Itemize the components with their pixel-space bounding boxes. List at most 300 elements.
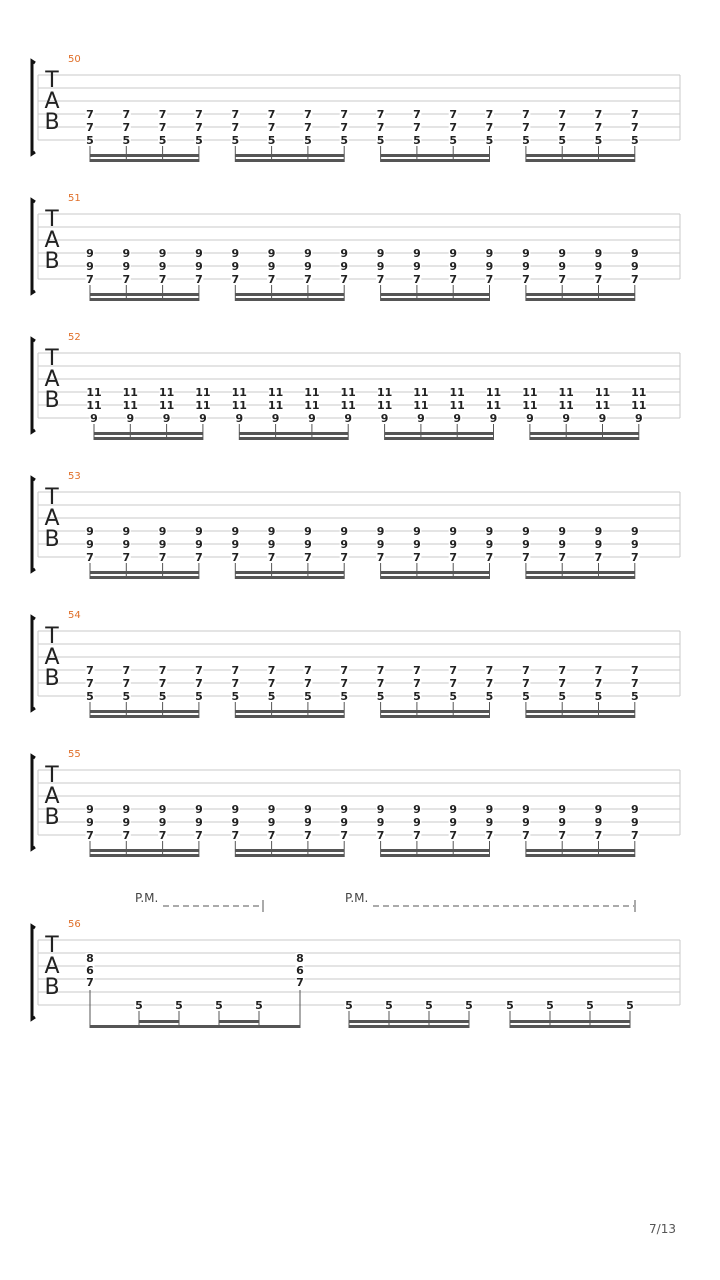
beam bbox=[235, 298, 344, 301]
fret-number: 11 bbox=[195, 386, 211, 399]
fret-number: 7 bbox=[304, 121, 312, 134]
fret-number: 7 bbox=[340, 273, 349, 286]
fret-number: 7 bbox=[340, 664, 349, 677]
fret-number: 7 bbox=[195, 108, 203, 121]
fret-number: 9 bbox=[158, 525, 167, 538]
fret-number: 7 bbox=[86, 677, 94, 690]
fret-number: 7 bbox=[158, 829, 167, 842]
measure-number: 52 bbox=[68, 332, 81, 343]
fret-number: 7 bbox=[267, 677, 276, 690]
fret-number: 7 bbox=[122, 108, 131, 121]
fret-number: 11 bbox=[304, 386, 320, 399]
beam bbox=[235, 293, 344, 296]
tab-clef-letter: T bbox=[45, 346, 59, 371]
fret-number: 9 bbox=[558, 816, 567, 829]
fret-number: 7 bbox=[158, 121, 167, 134]
fret-number: 9 bbox=[195, 525, 203, 538]
measure-number: 54 bbox=[68, 610, 81, 621]
fret-number: 5 bbox=[594, 134, 603, 147]
fret-number: 9 bbox=[630, 260, 639, 273]
fret-number: 7 bbox=[86, 273, 94, 286]
beam bbox=[235, 710, 344, 713]
fret-number: 7 bbox=[413, 551, 421, 564]
fret-number: 9 bbox=[231, 247, 240, 260]
fret-number: 9 bbox=[485, 538, 494, 551]
measure-number: 56 bbox=[68, 919, 81, 930]
fret-number: 9 bbox=[453, 412, 462, 425]
measure-number: 50 bbox=[68, 54, 81, 65]
fret-number: 7 bbox=[594, 677, 603, 690]
fret-number: 7 bbox=[449, 829, 458, 842]
fret-number: 7 bbox=[86, 664, 94, 677]
fret-number: 9 bbox=[449, 816, 458, 829]
fret-number: 7 bbox=[522, 829, 530, 842]
fret-number: 7 bbox=[86, 976, 94, 989]
system-bracket bbox=[32, 61, 35, 154]
fret-number: 7 bbox=[158, 551, 167, 564]
fret-number: 7 bbox=[630, 121, 639, 134]
fret-number: 9 bbox=[340, 260, 349, 273]
fret-number: 9 bbox=[634, 412, 643, 425]
fret-number: 11 bbox=[267, 386, 284, 399]
tab-clef-letter: A bbox=[44, 228, 60, 253]
beam bbox=[381, 298, 490, 301]
fret-number: 9 bbox=[485, 816, 494, 829]
fret-number: 9 bbox=[231, 525, 240, 538]
tab-clef-letter: A bbox=[44, 784, 60, 809]
fret-number: 5 bbox=[558, 134, 567, 147]
beam bbox=[235, 715, 344, 718]
fret-number: 9 bbox=[267, 538, 276, 551]
system-bracket bbox=[32, 926, 35, 1019]
beam bbox=[90, 298, 199, 301]
tab-clef-letter: T bbox=[45, 763, 59, 788]
fret-number: 11 bbox=[158, 399, 175, 412]
fret-number: 7 bbox=[231, 551, 240, 564]
fret-number: 7 bbox=[158, 664, 167, 677]
fret-number: 9 bbox=[122, 816, 131, 829]
fret-number: 7 bbox=[122, 664, 131, 677]
fret-number: 9 bbox=[376, 803, 385, 816]
fret-number: 5 bbox=[449, 690, 458, 703]
fret-number: 9 bbox=[304, 538, 312, 551]
fret-number: 7 bbox=[376, 121, 385, 134]
fret-number: 9 bbox=[376, 538, 385, 551]
fret-number: 7 bbox=[376, 664, 385, 677]
fret-number: 7 bbox=[485, 108, 494, 121]
fret-number: 8 bbox=[296, 952, 304, 965]
fret-number: 5 bbox=[122, 134, 131, 147]
fret-number: 7 bbox=[485, 677, 494, 690]
fret-number: 7 bbox=[449, 121, 458, 134]
fret-number: 7 bbox=[376, 551, 385, 564]
fret-number: 11 bbox=[413, 386, 429, 399]
fret-number: 7 bbox=[558, 551, 567, 564]
fret-number: 9 bbox=[86, 538, 94, 551]
fret-number: 9 bbox=[413, 525, 421, 538]
fret-number: 9 bbox=[231, 538, 240, 551]
fret-number: 5 bbox=[86, 690, 94, 703]
fret-number: 5 bbox=[231, 690, 240, 703]
fret-number: 9 bbox=[413, 538, 421, 551]
fret-number: 11 bbox=[122, 386, 138, 399]
fret-number: 11 bbox=[594, 399, 611, 412]
beam bbox=[90, 293, 199, 296]
fret-number: 9 bbox=[158, 538, 167, 551]
fret-number: 11 bbox=[122, 399, 138, 412]
fret-number: 5 bbox=[630, 690, 639, 703]
fret-number: 9 bbox=[413, 816, 421, 829]
fret-number: 7 bbox=[304, 273, 312, 286]
fret-number: 5 bbox=[506, 999, 514, 1012]
fret-number: 5 bbox=[86, 134, 94, 147]
fret-number: 7 bbox=[158, 677, 167, 690]
fret-number: 7 bbox=[86, 829, 94, 842]
fret-number: 9 bbox=[195, 803, 203, 816]
fret-number: 7 bbox=[522, 664, 530, 677]
tab-clef-letter: B bbox=[44, 666, 60, 691]
beam bbox=[381, 571, 490, 574]
tab-clef-letter: T bbox=[45, 485, 59, 510]
fret-number: 9 bbox=[594, 538, 603, 551]
fret-number: 7 bbox=[195, 273, 203, 286]
palm-mute-label: P.M. bbox=[345, 891, 369, 905]
fret-number: 9 bbox=[594, 816, 603, 829]
tab-clef-letter: T bbox=[45, 624, 59, 649]
beam bbox=[90, 715, 199, 718]
fret-number: 5 bbox=[304, 134, 312, 147]
fret-number: 7 bbox=[630, 829, 639, 842]
beam bbox=[381, 576, 490, 579]
fret-number: 7 bbox=[86, 108, 94, 121]
fret-number: 7 bbox=[449, 664, 458, 677]
system-bracket bbox=[32, 339, 35, 432]
fret-number: 9 bbox=[449, 525, 458, 538]
beam bbox=[381, 159, 490, 162]
beam bbox=[385, 437, 494, 440]
fret-number: 11 bbox=[449, 386, 465, 399]
fret-number: 7 bbox=[267, 829, 276, 842]
beam bbox=[526, 298, 635, 301]
fret-number: 7 bbox=[195, 829, 203, 842]
fret-number: 7 bbox=[340, 677, 349, 690]
fret-number: 9 bbox=[413, 803, 421, 816]
fret-number: 7 bbox=[231, 108, 240, 121]
fret-number: 7 bbox=[558, 273, 567, 286]
beam bbox=[526, 710, 635, 713]
fret-number: 7 bbox=[630, 664, 639, 677]
beam bbox=[526, 854, 635, 857]
fret-number: 11 bbox=[631, 399, 647, 412]
fret-number: 5 bbox=[255, 999, 263, 1012]
fret-number: 7 bbox=[413, 108, 421, 121]
fret-number: 5 bbox=[558, 690, 567, 703]
fret-number: 9 bbox=[522, 538, 530, 551]
fret-number: 9 bbox=[522, 525, 530, 538]
fret-number: 5 bbox=[135, 999, 143, 1012]
beam bbox=[90, 571, 199, 574]
beam bbox=[381, 293, 490, 296]
beam bbox=[139, 1020, 179, 1023]
beam bbox=[235, 849, 344, 852]
fret-number: 9 bbox=[558, 260, 567, 273]
beam bbox=[381, 710, 490, 713]
fret-number: 11 bbox=[231, 386, 247, 399]
beam bbox=[235, 854, 344, 857]
fret-number: 9 bbox=[199, 412, 207, 425]
fret-number: 11 bbox=[376, 386, 393, 399]
fret-number: 9 bbox=[231, 803, 240, 816]
fret-number: 5 bbox=[376, 134, 385, 147]
beam bbox=[90, 710, 199, 713]
fret-number: 9 bbox=[489, 412, 498, 425]
tab-clef-letter: T bbox=[45, 207, 59, 232]
fret-number: 9 bbox=[267, 260, 276, 273]
fret-number: 5 bbox=[449, 134, 458, 147]
beam bbox=[510, 1020, 630, 1023]
fret-number: 9 bbox=[304, 247, 312, 260]
page-number: 7/13 bbox=[649, 1222, 676, 1236]
fret-number: 9 bbox=[158, 247, 167, 260]
fret-number: 9 bbox=[562, 412, 571, 425]
fret-number: 7 bbox=[413, 121, 421, 134]
fret-number: 7 bbox=[485, 551, 494, 564]
beam bbox=[510, 1025, 630, 1028]
fret-number: 9 bbox=[267, 803, 276, 816]
fret-number: 9 bbox=[267, 816, 276, 829]
fret-number: 7 bbox=[413, 677, 421, 690]
beam bbox=[219, 1020, 259, 1023]
fret-number: 5 bbox=[215, 999, 223, 1012]
fret-number: 9 bbox=[304, 260, 312, 273]
fret-number: 9 bbox=[380, 412, 389, 425]
beam bbox=[385, 432, 494, 435]
beam bbox=[349, 1025, 469, 1028]
fret-number: 7 bbox=[340, 121, 349, 134]
fret-number: 9 bbox=[594, 247, 603, 260]
fret-number: 7 bbox=[558, 121, 567, 134]
fret-number: 7 bbox=[304, 551, 312, 564]
fret-number: 7 bbox=[630, 273, 639, 286]
fret-number: 11 bbox=[594, 386, 611, 399]
fret-number: 9 bbox=[594, 525, 603, 538]
beam bbox=[90, 849, 199, 852]
fret-number: 11 bbox=[231, 399, 247, 412]
fret-number: 9 bbox=[485, 247, 494, 260]
fret-number: 9 bbox=[86, 247, 94, 260]
fret-number: 7 bbox=[86, 121, 94, 134]
fret-number: 9 bbox=[231, 260, 240, 273]
fret-number: 7 bbox=[267, 108, 276, 121]
fret-number: 9 bbox=[485, 260, 494, 273]
fret-number: 11 bbox=[522, 386, 538, 399]
fret-number: 9 bbox=[522, 247, 530, 260]
fret-number: 9 bbox=[195, 816, 203, 829]
fret-number: 9 bbox=[195, 260, 203, 273]
fret-number: 9 bbox=[594, 803, 603, 816]
fret-number: 5 bbox=[413, 134, 421, 147]
fret-number: 9 bbox=[122, 538, 131, 551]
fret-number: 7 bbox=[485, 121, 494, 134]
tab-clef-letter: B bbox=[44, 249, 60, 274]
fret-number: 7 bbox=[449, 677, 458, 690]
fret-number: 9 bbox=[86, 803, 94, 816]
fret-number: 5 bbox=[594, 690, 603, 703]
fret-number: 11 bbox=[558, 399, 574, 412]
beam bbox=[526, 293, 635, 296]
fret-number: 11 bbox=[340, 386, 356, 399]
fret-number: 9 bbox=[376, 525, 385, 538]
tab-clef-letter: A bbox=[44, 506, 60, 531]
fret-number: 9 bbox=[340, 803, 349, 816]
fret-number: 7 bbox=[449, 273, 458, 286]
fret-number: 9 bbox=[308, 412, 316, 425]
fret-number: 9 bbox=[340, 816, 349, 829]
fret-number: 5 bbox=[231, 134, 240, 147]
fret-number: 5 bbox=[485, 134, 494, 147]
fret-number: 7 bbox=[522, 677, 530, 690]
fret-number: 7 bbox=[304, 664, 312, 677]
fret-number: 7 bbox=[304, 677, 312, 690]
measure-number: 51 bbox=[68, 193, 81, 204]
fret-number: 9 bbox=[376, 247, 385, 260]
fret-number: 9 bbox=[630, 525, 639, 538]
fret-number: 7 bbox=[594, 664, 603, 677]
fret-number: 7 bbox=[231, 273, 240, 286]
fret-number: 9 bbox=[162, 412, 171, 425]
fret-number: 11 bbox=[158, 386, 175, 399]
fret-number: 5 bbox=[267, 690, 276, 703]
fret-number: 5 bbox=[195, 134, 203, 147]
fret-number: 11 bbox=[340, 399, 356, 412]
fret-number: 9 bbox=[376, 816, 385, 829]
fret-number: 5 bbox=[340, 690, 349, 703]
beam bbox=[239, 432, 348, 435]
fret-number: 9 bbox=[522, 260, 530, 273]
beam bbox=[90, 1025, 300, 1028]
fret-number: 7 bbox=[522, 273, 530, 286]
fret-number: 7 bbox=[340, 108, 349, 121]
fret-number: 7 bbox=[195, 551, 203, 564]
tab-clef-letter: A bbox=[44, 645, 60, 670]
fret-number: 5 bbox=[122, 690, 131, 703]
fret-number: 5 bbox=[385, 999, 393, 1012]
tab-clef-letter: B bbox=[44, 975, 60, 1000]
beam bbox=[94, 432, 203, 435]
fret-number: 9 bbox=[267, 247, 276, 260]
fret-number: 7 bbox=[630, 677, 639, 690]
fret-number: 9 bbox=[126, 412, 135, 425]
fret-number: 7 bbox=[413, 664, 421, 677]
beam bbox=[90, 576, 199, 579]
beam bbox=[235, 154, 344, 157]
beam bbox=[381, 854, 490, 857]
fret-number: 9 bbox=[630, 816, 639, 829]
fret-number: 11 bbox=[485, 399, 502, 412]
tab-clef-letter: T bbox=[45, 933, 59, 958]
fret-number: 9 bbox=[158, 803, 167, 816]
tab-clef-letter: A bbox=[44, 954, 60, 979]
fret-number: 9 bbox=[231, 816, 240, 829]
fret-number: 7 bbox=[413, 273, 421, 286]
fret-number: 7 bbox=[522, 108, 530, 121]
fret-number: 7 bbox=[522, 121, 530, 134]
fret-number: 7 bbox=[522, 551, 530, 564]
fret-number: 7 bbox=[86, 551, 94, 564]
fret-number: 7 bbox=[485, 664, 494, 677]
beam bbox=[90, 159, 199, 162]
beam bbox=[526, 571, 635, 574]
fret-number: 9 bbox=[271, 412, 280, 425]
fret-number: 7 bbox=[267, 664, 276, 677]
fret-number: 9 bbox=[413, 260, 421, 273]
fret-number: 7 bbox=[594, 121, 603, 134]
fret-number: 9 bbox=[344, 412, 353, 425]
fret-number: 5 bbox=[485, 690, 494, 703]
fret-number: 9 bbox=[86, 260, 94, 273]
fret-number: 7 bbox=[304, 829, 312, 842]
fret-number: 7 bbox=[558, 677, 567, 690]
fret-number: 9 bbox=[413, 247, 421, 260]
fret-number: 9 bbox=[485, 525, 494, 538]
fret-number: 7 bbox=[231, 829, 240, 842]
tab-clef-letter: B bbox=[44, 805, 60, 830]
fret-number: 9 bbox=[122, 260, 131, 273]
beam bbox=[239, 437, 348, 440]
fret-number: 11 bbox=[86, 399, 102, 412]
fret-number: 7 bbox=[296, 976, 304, 989]
fret-number: 9 bbox=[340, 247, 349, 260]
measure-number: 55 bbox=[68, 749, 81, 760]
fret-number: 7 bbox=[449, 551, 458, 564]
fret-number: 9 bbox=[522, 803, 530, 816]
fret-number: 7 bbox=[267, 273, 276, 286]
fret-number: 9 bbox=[340, 538, 349, 551]
fret-number: 9 bbox=[558, 803, 567, 816]
fret-number: 7 bbox=[122, 273, 131, 286]
fret-number: 9 bbox=[417, 412, 425, 425]
fret-number: 11 bbox=[304, 399, 320, 412]
fret-number: 5 bbox=[158, 690, 167, 703]
fret-number: 7 bbox=[122, 551, 131, 564]
fret-number: 5 bbox=[175, 999, 183, 1012]
fret-number: 9 bbox=[122, 525, 131, 538]
fret-number: 7 bbox=[594, 108, 603, 121]
fret-number: 9 bbox=[630, 247, 639, 260]
fret-number: 9 bbox=[267, 525, 276, 538]
fret-number: 9 bbox=[195, 538, 203, 551]
fret-number: 7 bbox=[122, 829, 131, 842]
fret-number: 7 bbox=[485, 273, 494, 286]
fret-number: 7 bbox=[158, 273, 167, 286]
fret-number: 5 bbox=[522, 690, 530, 703]
fret-number: 11 bbox=[86, 386, 102, 399]
fret-number: 9 bbox=[304, 803, 312, 816]
beam bbox=[90, 154, 199, 157]
beam bbox=[381, 715, 490, 718]
fret-number: 9 bbox=[630, 538, 639, 551]
fret-number: 7 bbox=[158, 108, 167, 121]
fret-number: 7 bbox=[558, 829, 567, 842]
fret-number: 7 bbox=[195, 677, 203, 690]
fret-number: 7 bbox=[231, 121, 240, 134]
fret-number: 9 bbox=[594, 260, 603, 273]
fret-number: 9 bbox=[598, 412, 607, 425]
fret-number: 5 bbox=[304, 690, 312, 703]
fret-number: 9 bbox=[235, 412, 244, 425]
fret-number: 11 bbox=[485, 386, 502, 399]
beam bbox=[526, 154, 635, 157]
